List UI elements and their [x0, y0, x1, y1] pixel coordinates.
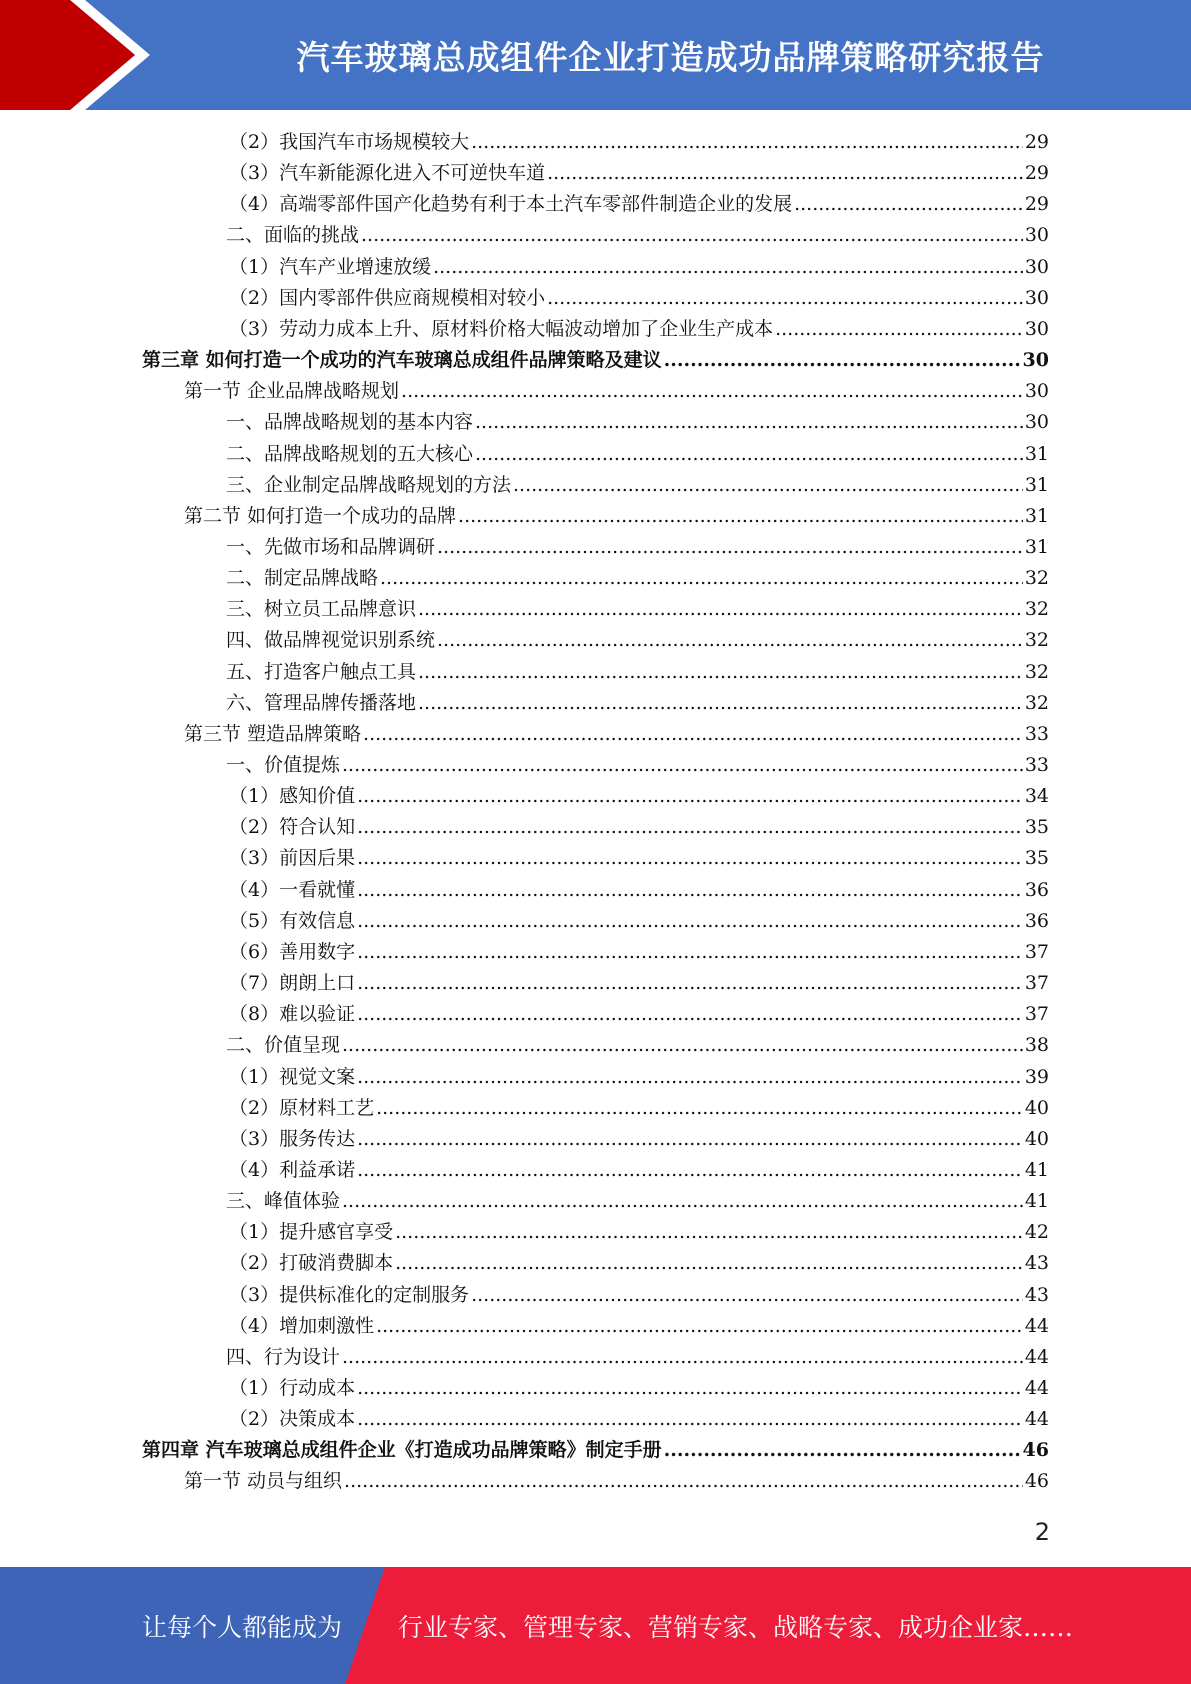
toc-entry-page: 41 — [1024, 1158, 1049, 1181]
toc-entry-label: 第三节 塑造品牌策略 — [184, 722, 362, 745]
toc-entry[interactable] — [0, 781, 1049, 812]
toc-leader-dots — [357, 968, 1023, 999]
toc-leader-dots — [344, 1466, 1023, 1497]
toc-entry-page: 30 — [1024, 286, 1049, 309]
toc-entry[interactable] — [0, 563, 1049, 594]
toc-leader-dots — [342, 1186, 1023, 1217]
toc-entry-label: 三、企业制定品牌战略规划的方法 — [226, 473, 512, 496]
toc-entry-label: （4）高端零部件国产化趋势有利于本土汽车零部件制造企业的发展 — [229, 193, 793, 216]
toc-entry[interactable] — [0, 657, 1049, 688]
toc-entry-label: （8）难以验证 — [229, 1003, 356, 1026]
toc-entry-page: 44 — [1024, 1345, 1049, 1368]
footer-slogan-right: 行业专家、管理专家、营销专家、战略专家、成功企业家…… — [398, 1612, 1074, 1642]
toc-leader-dots — [357, 1155, 1023, 1186]
toc-entry[interactable] — [0, 750, 1049, 781]
toc-leader-dots — [437, 532, 1023, 563]
toc-leader-dots — [475, 407, 1023, 438]
toc-entry-label: 六、管理品牌传播落地 — [226, 691, 417, 714]
toc-entry-page: 42 — [1024, 1221, 1049, 1244]
toc-leader-dots — [418, 688, 1023, 719]
toc-leader-dots — [357, 812, 1023, 843]
toc-entry-page: 30 — [1024, 224, 1049, 247]
toc-entry-page: 30 — [1024, 411, 1049, 434]
toc-entry[interactable] — [0, 1311, 1049, 1342]
toc-entry-page: 38 — [1024, 1034, 1049, 1057]
toc-leader-dots — [342, 1030, 1023, 1061]
page-number: 2 — [1034, 1518, 1050, 1546]
toc-entry-page: 32 — [1024, 660, 1049, 683]
toc-entry[interactable] — [0, 843, 1049, 874]
toc-entry-page: 44 — [1024, 1408, 1049, 1431]
toc-entry-page: 30 — [1022, 349, 1049, 372]
toc-entry-label: （2）原材料工艺 — [229, 1096, 375, 1119]
toc-leader-dots — [547, 158, 1023, 189]
toc-entry-label: （3）劳动力成本上升、原材料价格大幅波动增加了企业生产成本 — [229, 317, 774, 340]
toc-entry-label: （3）汽车新能源化进入不可逆快车道 — [229, 162, 546, 185]
toc-entry-label: 一、先做市场和品牌调研 — [226, 535, 436, 558]
toc-entry-page: 32 — [1024, 691, 1049, 714]
toc-entry-label: 三、峰值体验 — [226, 1190, 341, 1213]
toc-entry[interactable] — [0, 1062, 1049, 1093]
toc-leader-dots — [547, 283, 1023, 314]
toc-entry[interactable] — [0, 812, 1049, 843]
toc-entry-page: 37 — [1024, 1003, 1049, 1026]
toc-entry[interactable] — [0, 283, 1049, 314]
toc-entry-page: 44 — [1024, 1377, 1049, 1399]
toc-entry-page: 34 — [1024, 785, 1049, 808]
toc-entry-label: （2）国内零部件供应商规模相对较小 — [229, 286, 546, 309]
toc-entry[interactable] — [0, 968, 1049, 999]
toc-entry-label: 二、面临的挑战 — [226, 224, 360, 247]
toc-entry-page: 46 — [1024, 1470, 1049, 1493]
toc-entry[interactable] — [0, 688, 1049, 719]
toc-entry[interactable] — [0, 1404, 1049, 1435]
toc-entry-page: 35 — [1024, 816, 1049, 839]
toc-entry[interactable] — [0, 220, 1049, 251]
toc-entry-label: （1）提升感官享受 — [229, 1221, 394, 1244]
toc-entry-label: （2）决策成本 — [229, 1408, 356, 1431]
toc-entry-page: 40 — [1024, 1096, 1049, 1119]
toc-entry-page: 35 — [1024, 847, 1049, 870]
toc-leader-dots — [357, 1062, 1023, 1093]
toc-entry-label: （1）行动成本 — [229, 1377, 356, 1399]
toc-entry-page: 33 — [1024, 722, 1049, 745]
toc-leader-dots — [357, 999, 1023, 1030]
toc-entry[interactable] — [0, 532, 1049, 563]
toc-entry[interactable] — [0, 1124, 1049, 1155]
toc-entry-label: 四、做品牌视觉识别系统 — [226, 629, 436, 652]
toc-leader-dots — [664, 1435, 1021, 1466]
toc-leader-dots — [357, 937, 1023, 968]
toc-leader-dots — [775, 314, 1023, 345]
toc-leader-dots — [513, 470, 1023, 501]
toc-entry-label: 四、行为设计 — [226, 1345, 341, 1368]
toc-entry-label: （4）增加刺激性 — [229, 1314, 375, 1337]
toc-entry-label: （1）汽车产业增速放缓 — [229, 255, 432, 278]
toc-chapter-entry[interactable] — [0, 1435, 1049, 1466]
toc-entry[interactable] — [0, 501, 1049, 532]
toc-chapter-entry[interactable] — [0, 345, 1049, 376]
toc-entry[interactable] — [0, 407, 1049, 438]
toc-leader-dots — [342, 1342, 1023, 1373]
toc-leader-dots — [357, 781, 1023, 812]
toc-entry-label: （3）提供标准化的定制服务 — [229, 1283, 470, 1306]
toc-leader-dots — [361, 220, 1023, 251]
toc-entry-label: （3）前因后果 — [229, 847, 356, 870]
toc-leader-dots — [664, 345, 1021, 376]
toc-entry-label: 二、制定品牌战略 — [226, 567, 379, 590]
toc-entry[interactable] — [0, 875, 1049, 906]
toc-entry-label: （2）打破消费脚本 — [229, 1252, 394, 1275]
toc-entry-label: 第二节 如何打造一个成功的品牌 — [184, 504, 457, 527]
toc-entry-page: 30 — [1024, 380, 1049, 403]
toc-entry-page: 40 — [1024, 1127, 1049, 1150]
toc-entry-page: 33 — [1024, 754, 1049, 776]
toc-entry[interactable] — [0, 1373, 1049, 1404]
toc-entry[interactable] — [0, 999, 1049, 1030]
toc-entry-page: 30 — [1024, 317, 1049, 340]
toc-leader-dots — [342, 750, 1023, 781]
toc-leader-dots — [437, 625, 1023, 656]
toc-leader-dots — [376, 1093, 1023, 1124]
toc-entry[interactable] — [0, 1280, 1049, 1311]
toc-leader-dots — [357, 875, 1023, 906]
footer-slogan-left: 让每个人都能成为 — [142, 1612, 343, 1642]
toc-entry-page: 43 — [1024, 1283, 1049, 1306]
toc-entry-label: 五、打造客户触点工具 — [226, 660, 417, 683]
toc-entry-label: 二、价值呈现 — [226, 1034, 341, 1057]
toc-entry[interactable] — [0, 1093, 1049, 1124]
toc-entry-page: 43 — [1024, 1252, 1049, 1275]
toc-entry[interactable] — [0, 1466, 1049, 1497]
toc-leader-dots — [475, 439, 1023, 470]
toc-leader-dots — [395, 1217, 1023, 1248]
toc-entry-label: 第四章 汽车玻璃总成组件企业《打造成功品牌策略》制定手册 — [142, 1439, 662, 1462]
toc-entry-label: 一、品牌战略规划的基本内容 — [226, 411, 474, 434]
toc-entry-page: 41 — [1024, 1190, 1049, 1213]
toc-entry-page: 32 — [1024, 598, 1049, 621]
toc-entry-page: 29 — [1024, 193, 1049, 216]
toc-entry-page: 36 — [1024, 878, 1049, 901]
toc-leader-dots — [471, 127, 1023, 158]
toc-entry-page: 39 — [1024, 1065, 1049, 1088]
toc-entry[interactable] — [0, 1217, 1049, 1248]
toc-entry[interactable] — [0, 1342, 1049, 1373]
toc-entry[interactable] — [0, 376, 1049, 407]
toc-entry-page: 29 — [1024, 162, 1049, 185]
toc-entry-page: 37 — [1024, 940, 1049, 963]
toc-entry[interactable] — [0, 470, 1049, 501]
toc-leader-dots — [357, 906, 1023, 937]
report-title: 汽车玻璃总成组件企业打造成功品牌策略研究报告 — [296, 37, 1045, 77]
toc-entry[interactable] — [0, 189, 1049, 220]
page-header — [0, 0, 1191, 110]
toc-entry-label: 二、品牌战略规划的五大核心 — [226, 442, 474, 465]
toc-entry-label: （6）善用数字 — [229, 940, 356, 963]
header-red-chevron — [0, 0, 135, 110]
toc-leader-dots — [357, 1404, 1023, 1435]
toc-entry-label: （2）符合认知 — [229, 816, 356, 839]
toc-entry-label: 第一节 动员与组织 — [184, 1470, 343, 1493]
toc-entry-page: 32 — [1024, 629, 1049, 652]
toc-entry-label: 三、树立员工品牌意识 — [226, 598, 417, 621]
toc-entry-label: （4）利益承诺 — [229, 1158, 356, 1181]
toc-entry[interactable] — [0, 252, 1049, 283]
toc-leader-dots — [418, 657, 1023, 688]
toc-entry[interactable] — [0, 439, 1049, 470]
toc-entry-label: 第三章 如何打造一个成功的汽车玻璃总成组件品牌策略及建议 — [142, 349, 662, 372]
toc-entry-page: 31 — [1024, 535, 1049, 558]
toc-entry-page: 31 — [1024, 473, 1049, 496]
toc-entry-label: （1）感知价值 — [229, 785, 356, 808]
toc-leader-dots — [363, 719, 1023, 750]
toc-entry-label: （7）朗朗上口 — [229, 972, 356, 995]
toc-leader-dots — [401, 376, 1023, 407]
toc-entry-label: （3）服务传达 — [229, 1127, 356, 1150]
toc-leader-dots — [357, 1124, 1023, 1155]
toc-entry[interactable] — [0, 594, 1049, 625]
toc-entry[interactable] — [0, 719, 1049, 750]
toc-entry[interactable] — [0, 1030, 1049, 1061]
toc-leader-dots — [433, 252, 1023, 283]
toc-entry-page: 31 — [1024, 442, 1049, 465]
toc-leader-dots — [418, 594, 1023, 625]
toc-entry[interactable] — [0, 1186, 1049, 1217]
toc-leader-dots — [794, 189, 1023, 220]
toc-entry[interactable] — [0, 937, 1049, 968]
toc-entry-page: 29 — [1024, 131, 1049, 153]
toc-entry-page: 46 — [1022, 1439, 1049, 1462]
toc-entry[interactable] — [0, 127, 1049, 158]
toc-entry[interactable] — [0, 158, 1049, 189]
toc-entry-page: 32 — [1024, 567, 1049, 590]
toc-entry[interactable] — [0, 314, 1049, 345]
toc-entry-page: 44 — [1024, 1314, 1049, 1337]
toc-leader-dots — [458, 501, 1023, 532]
toc-entry[interactable] — [0, 625, 1049, 656]
toc-entry[interactable] — [0, 1248, 1049, 1279]
page-footer — [0, 1567, 1191, 1684]
toc-entry-page: 36 — [1024, 909, 1049, 932]
toc-leader-dots — [376, 1311, 1023, 1342]
toc-leader-dots — [357, 1373, 1023, 1404]
toc-entry-page: 37 — [1024, 972, 1049, 995]
toc-entry-label: 一、价值提炼 — [226, 754, 341, 776]
toc-leader-dots — [471, 1280, 1023, 1311]
toc-entry-page: 30 — [1024, 255, 1049, 278]
toc-leader-dots — [357, 843, 1023, 874]
toc-leader-dots — [380, 563, 1023, 594]
toc-entry-label: （1）视觉文案 — [229, 1065, 356, 1088]
toc-entry-label: 第一节 企业品牌战略规划 — [184, 380, 400, 403]
toc-entry-page: 31 — [1024, 504, 1049, 527]
toc-entry-label: （2）我国汽车市场规模较大 — [229, 131, 470, 153]
toc-entry[interactable] — [0, 1155, 1049, 1186]
toc-leader-dots — [395, 1248, 1023, 1279]
toc-entry-label: （4）一看就懂 — [229, 878, 356, 901]
toc-entry[interactable] — [0, 906, 1049, 937]
toc-entry-label: （5）有效信息 — [229, 909, 356, 932]
